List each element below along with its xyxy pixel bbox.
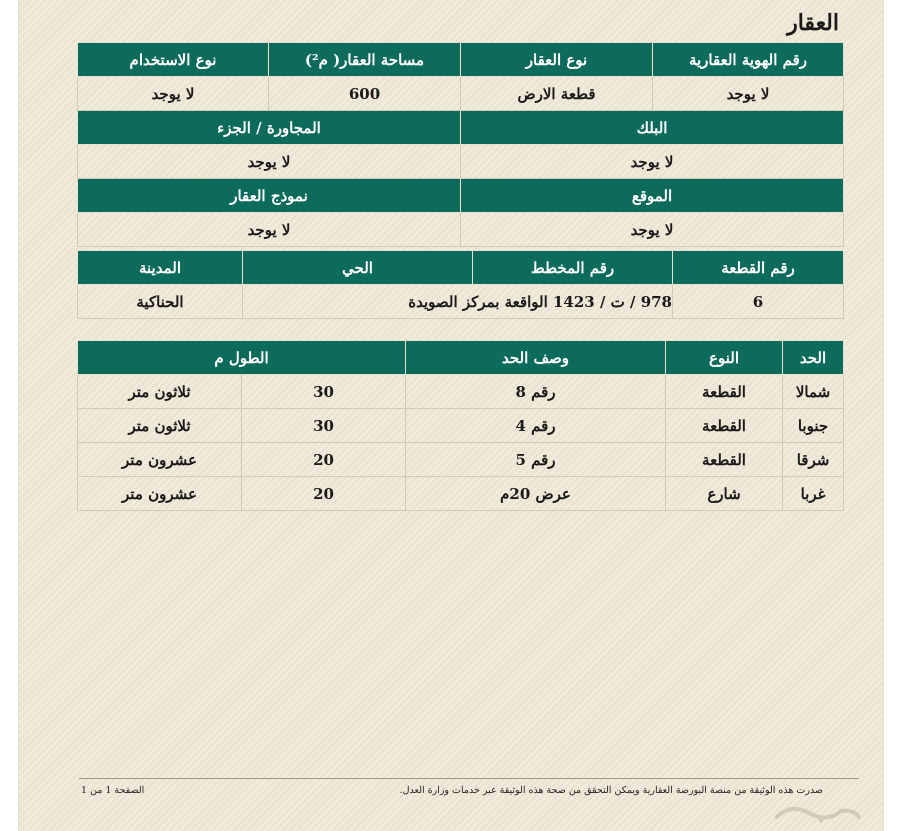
header-property-model: نموذج العقار bbox=[78, 179, 461, 213]
header-type: النوع bbox=[666, 341, 783, 375]
header-property-type: نوع العقار bbox=[461, 43, 653, 77]
property-values-row bbox=[78, 77, 844, 111]
value-block: لا يوجد bbox=[461, 145, 844, 179]
plot-table bbox=[77, 250, 844, 319]
document-page bbox=[18, 0, 884, 831]
value-property-id: لا يوجد bbox=[653, 77, 844, 111]
boundary-description: رقم 8 bbox=[406, 375, 666, 409]
boundary-length-number: 30 bbox=[242, 375, 406, 409]
block-header-row bbox=[78, 111, 844, 145]
boundary-description: رقم 4 bbox=[406, 409, 666, 443]
boundary-type: القطعة bbox=[666, 375, 783, 409]
boundary-length-number: 20 bbox=[242, 443, 406, 477]
value-location: لا يوجد bbox=[461, 213, 844, 247]
block-values-row bbox=[78, 145, 844, 179]
plot-values-row bbox=[78, 285, 844, 319]
boundary-side: شمالا bbox=[783, 375, 844, 409]
location-header-row bbox=[78, 179, 844, 213]
page-number: الصفحة 1 من 1 bbox=[81, 785, 145, 796]
boundary-side: غربا bbox=[783, 477, 844, 511]
header-property-id: رقم الهوية العقارية bbox=[653, 43, 844, 77]
value-property-area: 600 bbox=[269, 77, 461, 111]
header-neighbor: المجاورة / الجزء bbox=[78, 111, 461, 145]
location-values-row bbox=[78, 213, 844, 247]
table-row bbox=[78, 477, 844, 511]
boundary-side: شرقا bbox=[783, 443, 844, 477]
header-location: الموقع bbox=[461, 179, 844, 213]
header-boundary: الحد bbox=[783, 341, 844, 375]
boundaries-header-row bbox=[78, 341, 844, 375]
value-plan-number: 978 / ت / 1423 الواقعة بمركز الصويدة bbox=[243, 285, 673, 319]
table-row bbox=[78, 375, 844, 409]
header-district: الحي bbox=[243, 251, 473, 285]
boundary-description: عرض 20م bbox=[406, 477, 666, 511]
header-city: المدينة bbox=[78, 251, 243, 285]
value-city: الحناكية bbox=[78, 285, 243, 319]
boundary-length-words: ثلاثون متر bbox=[78, 375, 242, 409]
table-row bbox=[78, 443, 844, 477]
header-plot-number: رقم القطعة bbox=[673, 251, 844, 285]
boundary-description: رقم 5 bbox=[406, 443, 666, 477]
section-title: العقار bbox=[787, 10, 839, 36]
header-property-area: مساحة العقار( م²) bbox=[269, 43, 461, 77]
value-property-type: قطعة الارض bbox=[461, 77, 653, 111]
boundary-length-number: 30 bbox=[242, 409, 406, 443]
boundary-length-words: عشرون متر bbox=[78, 477, 242, 511]
boundaries-table bbox=[77, 340, 844, 511]
property-table bbox=[77, 42, 844, 247]
boundary-length-words: ثلاثون متر bbox=[78, 409, 242, 443]
footer-note: صدرت هذه الوثيقة من منصة البورصة العقارية ويمكن التحقق من صحة هذه الوثيقة عبر خدمات وزارة العدل. bbox=[399, 785, 823, 796]
header-length: الطول م bbox=[78, 341, 406, 375]
plot-header-row bbox=[78, 251, 844, 285]
property-header-row bbox=[78, 43, 844, 77]
boundary-length-words: عشرون متر bbox=[78, 443, 242, 477]
watermark-logo bbox=[771, 799, 863, 825]
value-usage-type: لا يوجد bbox=[78, 77, 269, 111]
boundary-side: جنوبا bbox=[783, 409, 844, 443]
header-usage-type: نوع الاستخدام bbox=[78, 43, 269, 77]
boundary-type: شارع bbox=[666, 477, 783, 511]
header-boundary-description: وصف الحد bbox=[406, 341, 666, 375]
boundary-type: القطعة bbox=[666, 409, 783, 443]
boundary-type: القطعة bbox=[666, 443, 783, 477]
table-row bbox=[78, 409, 844, 443]
boundary-length-number: 20 bbox=[242, 477, 406, 511]
header-plan-number: رقم المخطط bbox=[473, 251, 673, 285]
header-block: البلك bbox=[461, 111, 844, 145]
value-neighbor: لا يوجد bbox=[78, 145, 461, 179]
value-plot-number: 6 bbox=[673, 285, 844, 319]
value-property-model: لا يوجد bbox=[78, 213, 461, 247]
footer-divider bbox=[79, 778, 859, 779]
